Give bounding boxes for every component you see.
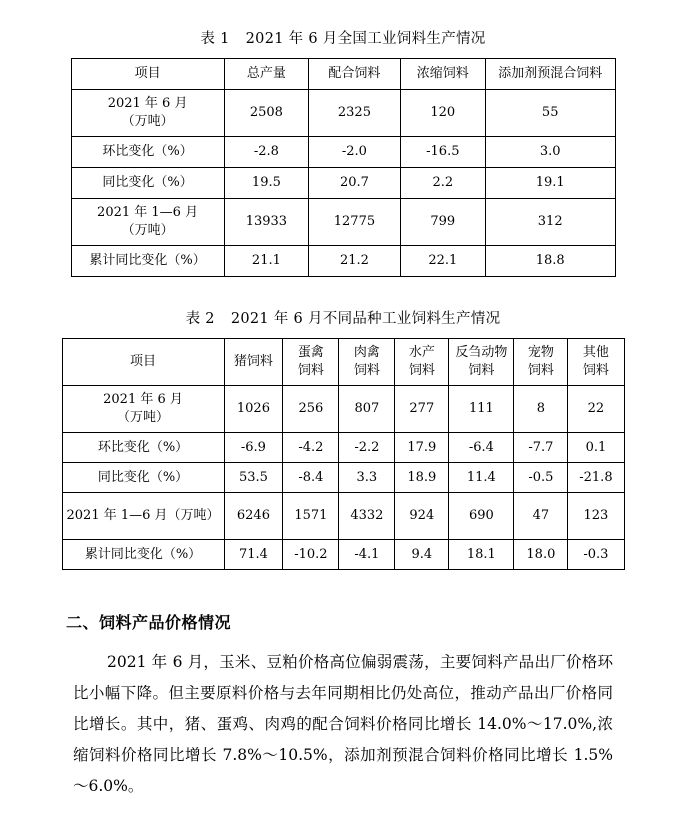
row-label-line1: 2021 年 1—6 月 — [97, 205, 199, 221]
table1-header-cell: 项目 — [71, 59, 224, 90]
section-paragraph — [73, 647, 613, 802]
table1-header-cell: 配合饲料 — [309, 59, 401, 90]
table2-cell: 6246 — [224, 493, 283, 540]
row-label-line1: 2021 年 6 月 — [107, 96, 188, 112]
header-line1: 水产 — [408, 345, 435, 361]
header-line1: 反刍动物 — [455, 345, 508, 361]
table-row — [62, 433, 624, 463]
table2-cell: -6.9 — [224, 433, 283, 463]
header-line2: 饲料 — [527, 363, 554, 378]
table2-caption — [0, 307, 686, 328]
header-line2: 饲料 — [353, 363, 380, 378]
table1-header-cell: 总产量 — [224, 59, 309, 90]
table1-caption-label: 表 1 — [200, 31, 230, 47]
table1-cell: 312 — [485, 199, 615, 246]
table1-cell: 20.7 — [309, 168, 401, 199]
header-line1: 宠物 — [527, 345, 554, 361]
table2-caption-label: 表 2 — [185, 311, 215, 327]
header-line2: 饲料 — [468, 363, 495, 378]
table1-caption — [0, 27, 686, 48]
header-line1: 其他 — [582, 345, 609, 361]
table1-cell: 13933 — [224, 199, 309, 246]
header-line1: 肉禽 — [353, 345, 380, 361]
table1-cell: 12775 — [309, 199, 401, 246]
table2-cell: 53.5 — [224, 463, 283, 493]
header-line2: 饲料 — [408, 363, 435, 378]
table2-cell: 9.4 — [395, 540, 449, 570]
table-feed-by-variety — [62, 338, 625, 570]
table1-cell: 55 — [485, 90, 615, 137]
table2-header-cell — [339, 339, 395, 386]
table1-row-label: 环比变化（%） — [71, 137, 224, 168]
table1-cell: 19.1 — [485, 168, 615, 199]
table-row — [62, 463, 624, 493]
table2-row-label: 2021 年 1—6 月（万吨） — [62, 493, 224, 540]
table2-cell: 807 — [339, 386, 395, 433]
table2-row-label — [62, 386, 224, 433]
table-row — [71, 168, 615, 199]
table1-cell: 799 — [400, 199, 485, 246]
table2-cell: 0.1 — [568, 433, 624, 463]
table2-cell: 11.4 — [449, 463, 514, 493]
table2-cell: -4.2 — [283, 433, 339, 463]
table1-header-cell: 添加剂预混合饲料 — [485, 59, 615, 90]
table2-cell: -0.5 — [514, 463, 568, 493]
table2-cell: 4332 — [339, 493, 395, 540]
table1-cell: 21.2 — [309, 246, 401, 277]
table2-cell: -21.8 — [568, 463, 624, 493]
table1-cell: 120 — [400, 90, 485, 137]
table2-cell: -10.2 — [283, 540, 339, 570]
table2-row-label: 累计同比变化（%） — [62, 540, 224, 570]
table1-cell: 19.5 — [224, 168, 309, 199]
row-label-line2: （万吨） — [117, 410, 170, 425]
row-label-line2: （万吨） — [121, 223, 174, 238]
table1-cell: -2.8 — [224, 137, 309, 168]
table2-cell: -6.4 — [449, 433, 514, 463]
table2-cell: -0.3 — [568, 540, 624, 570]
table-row — [62, 540, 624, 570]
table1-row-label — [71, 199, 224, 246]
table-header-row — [62, 339, 624, 386]
table1-cell: 18.8 — [485, 246, 615, 277]
table2-cell: -2.2 — [339, 433, 395, 463]
table2-cell: 47 — [514, 493, 568, 540]
table2-cell: 111 — [449, 386, 514, 433]
table1-cell: 2325 — [309, 90, 401, 137]
table2-cell: 256 — [283, 386, 339, 433]
row-label-line1: 2021 年 6 月 — [103, 392, 183, 408]
table2-caption-text: 2021 年 6 月不同品种工业饲料生产情况 — [230, 311, 501, 327]
table1-row-label: 累计同比变化（%） — [71, 246, 224, 277]
table2-header-cell: 项目 — [62, 339, 224, 386]
table2-cell: -8.4 — [283, 463, 339, 493]
table2-cell: 22 — [568, 386, 624, 433]
table2-cell: 8 — [514, 386, 568, 433]
header-line1: 蛋禽 — [297, 345, 324, 361]
table-row — [71, 90, 615, 137]
table-row — [62, 493, 624, 540]
table2-cell: 3.3 — [339, 463, 395, 493]
table1-cell: -2.0 — [309, 137, 401, 168]
table2-cell: 924 — [395, 493, 449, 540]
table2-header-cell — [514, 339, 568, 386]
table1-row-label: 同比变化（%） — [71, 168, 224, 199]
table2-header-cell — [395, 339, 449, 386]
table1-cell: 2.2 — [400, 168, 485, 199]
table1-cell: 22.1 — [400, 246, 485, 277]
table2-row-label: 同比变化（%） — [62, 463, 224, 493]
table2-cell: 1571 — [283, 493, 339, 540]
table2-cell: -4.1 — [339, 540, 395, 570]
table-row — [71, 246, 615, 277]
table2-row-label: 环比变化（%） — [62, 433, 224, 463]
table1-cell: 2508 — [224, 90, 309, 137]
table-header-row — [71, 59, 615, 90]
row-label-line2: （万吨） — [121, 114, 174, 129]
table2-cell: 1026 — [224, 386, 283, 433]
table-row — [71, 199, 615, 246]
table1-row-label — [71, 90, 224, 137]
table2-header-cell — [568, 339, 624, 386]
table2-cell: 277 — [395, 386, 449, 433]
table1-cell: -16.5 — [400, 137, 485, 168]
table2-cell: 18.1 — [449, 540, 514, 570]
table2-header-cell: 猪饲料 — [224, 339, 283, 386]
table-row — [62, 386, 624, 433]
document-page — [0, 27, 686, 827]
table2-cell: 18.9 — [395, 463, 449, 493]
header-line2: 饲料 — [582, 363, 609, 378]
table2-header-cell — [449, 339, 514, 386]
table1-header-cell: 浓缩饲料 — [400, 59, 485, 90]
table2-cell: 17.9 — [395, 433, 449, 463]
table-row — [71, 137, 615, 168]
table2-cell: 71.4 — [224, 540, 283, 570]
table2-cell: -7.7 — [514, 433, 568, 463]
table-national-feed-production — [71, 58, 616, 277]
paragraph-text: 2021 年 6 月，玉米、豆粕价格高位偏弱震荡，主要饲料产品出厂价格环比小幅下降。但主要原料价格与去年同期相比仍处高位，推动产品出厂价格同比增长。其中，猪、蛋鸡、肉鸡的配合饲料价格同比增长 14.0%～17.0%,浓缩饲料价格同比增长 7.8%～10.5%，添加剂预混合饲料价格同比增长 1.5%～6.0%。 — [73, 653, 613, 795]
section-heading: 二、饲料产品价格情况 — [66, 613, 232, 632]
table1-cell: 21.1 — [224, 246, 309, 277]
table2-header-cell — [283, 339, 339, 386]
table2-cell: 18.0 — [514, 540, 568, 570]
table1-caption-text: 2021 年 6 月全国工业饲料生产情况 — [245, 31, 486, 47]
table2-cell: 690 — [449, 493, 514, 540]
table1-cell: 3.0 — [485, 137, 615, 168]
table2-cell: 123 — [568, 493, 624, 540]
header-line2: 饲料 — [297, 363, 324, 378]
